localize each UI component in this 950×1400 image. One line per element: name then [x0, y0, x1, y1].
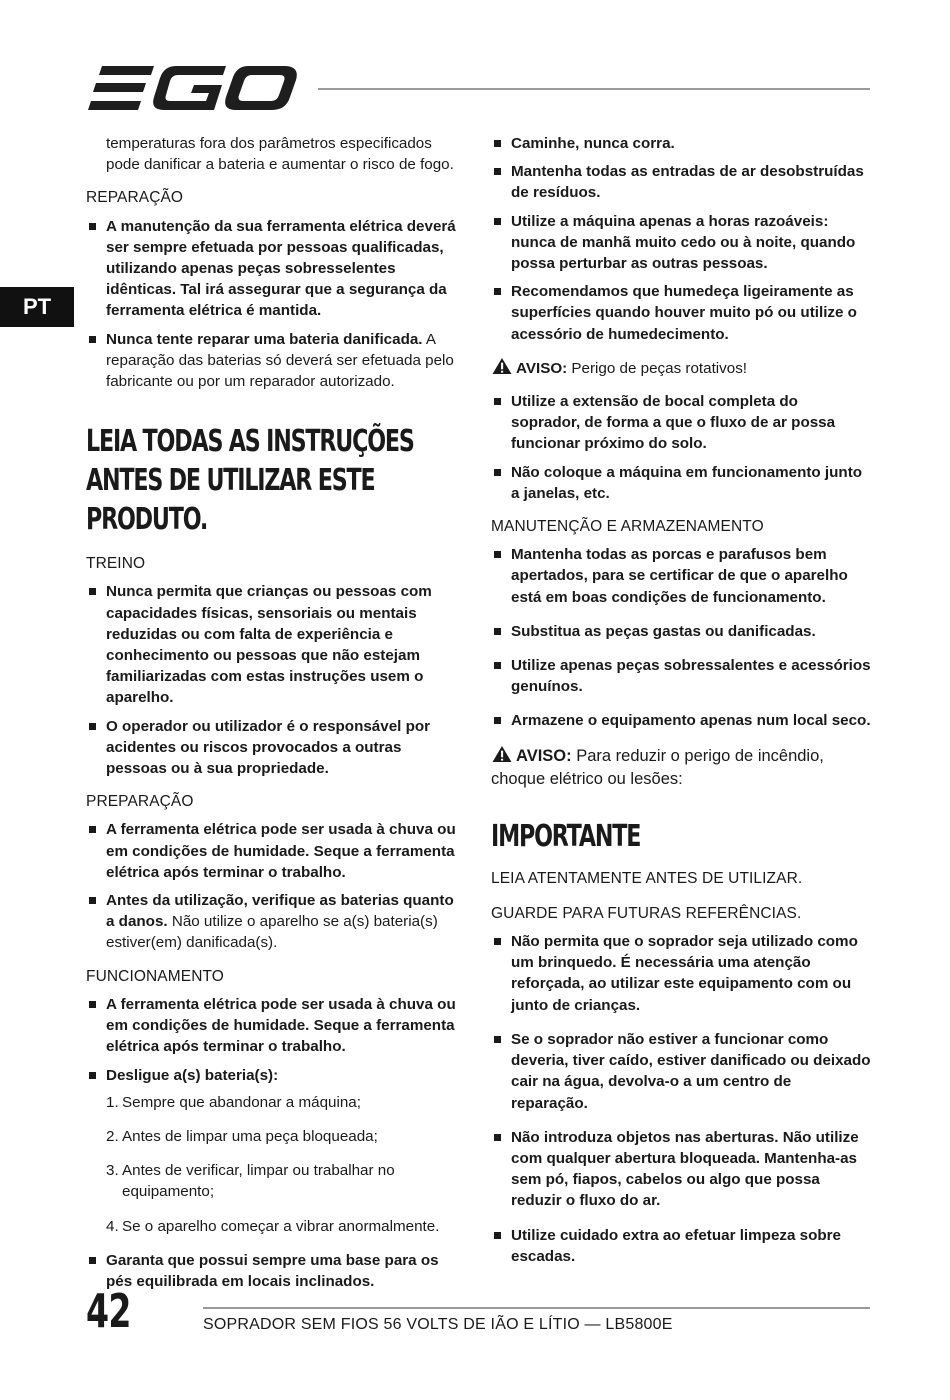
important-line-1: LEIA ATENTAMENTE ANTES DE UTILIZAR.: [491, 869, 803, 887]
list-manutencao: [491, 544, 871, 731]
list-item: O operador ou utilizador é o responsável por acidentes ou riscos provocados a outras pessoas ou à sua propriedade.: [86, 716, 462, 780]
warning-fire: [491, 745, 871, 791]
list-important: [491, 931, 871, 1267]
subheading-manutencao: MANUTENÇÃO E ARMAZENAMENTO: [491, 518, 764, 536]
step-item: 4. Se o aparelho começar a vibrar anormalmente.: [106, 1217, 440, 1235]
list-item: [86, 890, 462, 954]
list-item: Caminhe, nunca corra.: [491, 133, 871, 154]
warning-triangle-icon: [491, 745, 513, 763]
list-item: Não coloque a máquina em funcionamento junto a janelas, etc.: [491, 462, 871, 504]
list-item: A ferramenta elétrica pode ser usada à chuva ou em condições de humidade. Seque a ferramenta elétrica após terminar o trabalho.: [86, 819, 462, 883]
ego-logo: [88, 64, 298, 112]
header-rule: [318, 88, 870, 90]
list-item: [86, 329, 462, 393]
list-preparacao: [86, 819, 462, 953]
list-item: [86, 1065, 462, 1237]
list-funcionamento: [86, 994, 462, 1292]
warning-label: AVISO:: [516, 359, 568, 377]
warning-text: Perigo de peças rotativos!: [567, 359, 748, 377]
list-item: Armazene o equipamento apenas num local seco.: [491, 710, 871, 731]
list-reparacao: [86, 216, 462, 393]
subheading-reparacao: REPARAÇÃO: [86, 189, 184, 207]
bold-lead: Nunca tente reparar uma bateria danificada.: [106, 330, 423, 348]
left-column: [86, 133, 462, 1304]
main-heading: LEIA TODAS AS INSTRUÇÕES ANTES DE UTILIZAR ESTE PRODUTO.: [86, 424, 414, 538]
list-item: Não introduza objetos nas aberturas. Não utilize com qualquer abertura bloqueada. Mantenha-as sem pó, fiapos, cabelos ou algo que possa reduzir o fluxo do ar.: [491, 1127, 871, 1212]
step-item: 1. Sempre que abandonar a máquina;: [106, 1093, 361, 1111]
important-line-2: GUARDE PARA FUTURAS REFERÊNCIAS.: [491, 904, 802, 922]
list-item: A ferramenta elétrica pode ser usada à chuva ou em condições de humidade. Seque a ferramenta elétrica após terminar o trabalho.: [86, 994, 462, 1058]
bold-lead: Desligue a(s) bateria(s):: [106, 1066, 279, 1084]
list-item: A manutenção da sua ferramenta elétrica deverá ser sempre efetuada por pessoas qualificadas, utilizando apenas peças sobresselentes idênticas. Tal irá assegurar que a segurança da ferramenta elétrica é mantida.: [86, 216, 462, 322]
list-item: Utilize a máquina apenas a horas razoáveis: nunca de manhã muito cedo ou à noite, quando possa perturbar as outras pessoas.: [491, 211, 871, 275]
right-column: [491, 133, 871, 1280]
bold-lead: Antes da utilização, verifique as baterias quanto a danos.: [106, 892, 454, 931]
numbered-steps: [106, 1092, 462, 1237]
step-item: 2. Antes de limpar uma peça bloqueada;: [106, 1127, 378, 1145]
list-item: Mantenha todas as entradas de ar desobstruídas de resíduos.: [491, 161, 871, 203]
list-nozzle: [491, 391, 871, 504]
page-number: 42: [86, 1284, 131, 1338]
subheading-preparacao: PREPARAÇÃO: [86, 793, 194, 811]
list-item: Se o soprador não estiver a funcionar como deveria, tiver caído, estiver danificado ou deixado cair na água, devolva-o a um centro de reparação.: [491, 1029, 871, 1114]
list-item: Recomendamos que humedeça ligeiramente as superfícies quando houver muito pó ou utilize o acessório de humedecimento.: [491, 281, 871, 345]
body-text: Não utilize o aparelho se a(s) bateria(s) estiver(em) danificada(s).: [106, 913, 438, 952]
list-treino: [86, 581, 462, 779]
list-item: Não permita que o soprador seja utilizado como um brinquedo. É necessária uma atenção reforçada, ao utilizar este equipamento com ou junto de crianças.: [491, 931, 871, 1016]
footer-title: SOPRADOR SEM FIOS 56 VOLTS DE IÃO E LÍTIO — LB5800E: [203, 1316, 673, 1333]
subheading-treino: TREINO: [86, 555, 146, 573]
step-item: 3. Antes de verificar, limpar ou trabalhar no equipamento;: [106, 1162, 395, 1201]
list-general: [491, 133, 871, 345]
language-tab: PT: [0, 287, 74, 327]
list-item: Utilize a extensão de bocal completa do soprador, de forma a que o fluxo de ar possa funcionar próximo do solo.: [491, 391, 871, 455]
body-text: A reparação das baterias só deverá ser efetuada pelo fabricante ou por um reparador autorizado.: [106, 330, 454, 391]
list-item: Utilize apenas peças sobressalentes e acessórios genuínos.: [491, 655, 871, 697]
list-item: Utilize cuidado extra ao efetuar limpeza sobre escadas.: [491, 1225, 871, 1267]
warning-label: AVISO:: [516, 746, 572, 765]
list-item: Garanta que possui sempre uma base para os pés equilibrada em locais inclinados.: [86, 1250, 462, 1292]
warning-triangle-icon: [491, 357, 513, 375]
footer-rule: [203, 1307, 870, 1309]
subheading-funcionamento: FUNCIONAMENTO: [86, 967, 224, 985]
warning-text: Para reduzir o perigo de incêndio, choque elétrico ou lesões:: [491, 746, 824, 788]
list-item: Substitua as peças gastas ou danificadas.: [491, 621, 871, 642]
important-heading: IMPORTANTE: [491, 818, 641, 854]
intro-paragraph: temperaturas fora dos parâmetros especificados pode danificar a bateria e aumentar o risco de fogo.: [106, 135, 454, 174]
warning-rotating-parts: [491, 357, 871, 379]
list-item: Mantenha todas as porcas e parafusos bem apertados, para se certificar de que o aparelho está em boas condições de funcionamento.: [491, 544, 871, 608]
list-item: Nunca permita que crianças ou pessoas com capacidades físicas, sensoriais ou mentais reduzidas ou com falta de experiência e conhecimento ou pessoas que não estejam familiarizadas com estas instruções usem o aparelho.: [86, 581, 462, 708]
